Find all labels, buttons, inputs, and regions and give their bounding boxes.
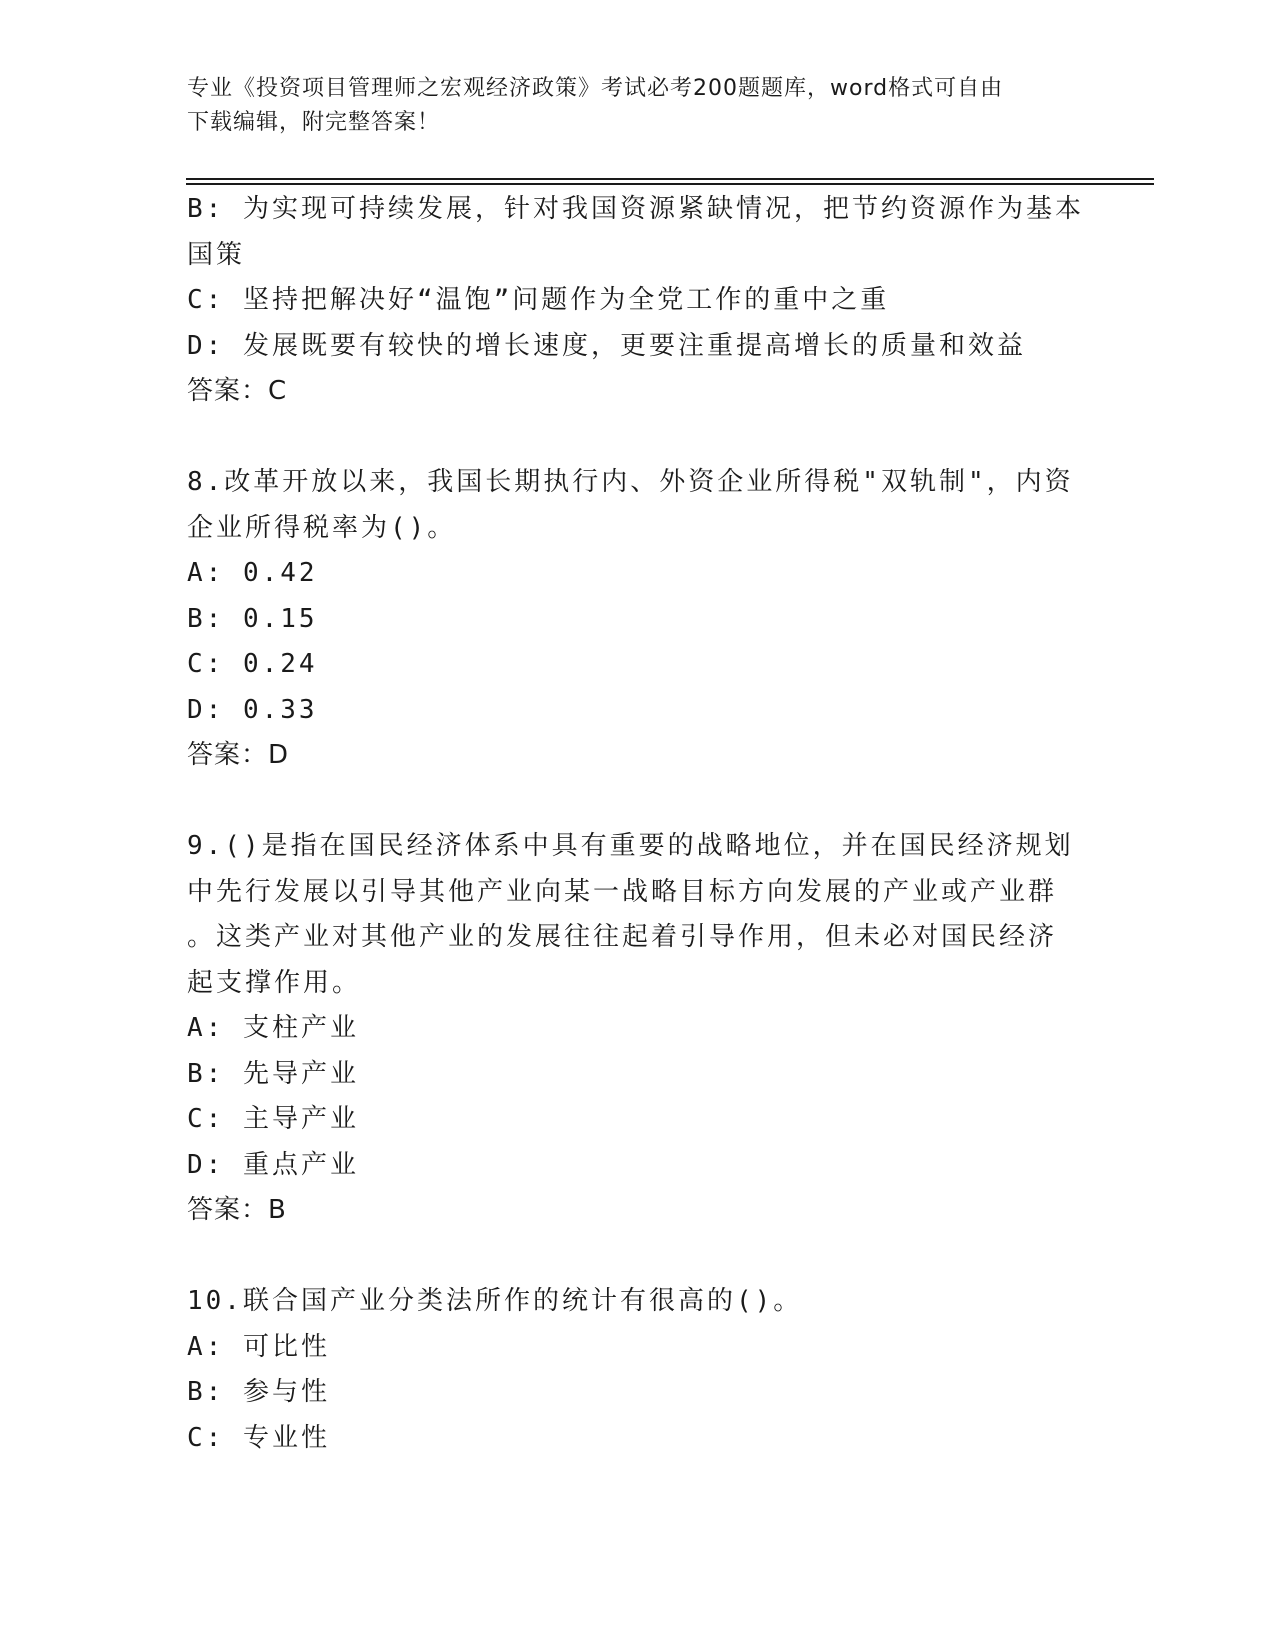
option-a: A: 支柱产业 <box>187 1013 359 1043</box>
question-8 <box>187 460 1074 779</box>
header-line-1: 专业《投资项目管理师之宏观经济政策》考试必考200题题库，word格式可自由 <box>187 76 1004 101</box>
option-d: D: 发展既要有较快的增长速度，更要注重提高增长的质量和效益 <box>187 330 1026 361</box>
header-line-2: 下载编辑，附完整答案！ <box>187 110 441 135</box>
question-10 <box>187 1279 1067 1461</box>
option-a: A: 0.42 <box>187 558 318 588</box>
question-9 <box>187 824 1074 1234</box>
question-stem-continued: 起支撑作用。 <box>187 967 362 998</box>
option-b: B: 0.15 <box>187 603 318 634</box>
option-b: B: 为实现可持续发展，针对我国资源紧缺情况，把节约资源作为基本 <box>187 194 1084 224</box>
answer: 答案：B <box>187 1195 287 1225</box>
question-stem-continued: 。这类产业对其他产业的发展往往起着引导作用，但未必对国民经济 <box>187 922 1058 952</box>
option-b: B: 参与性 <box>187 1377 330 1407</box>
option-b: B: 先导产业 <box>187 1058 359 1089</box>
spacer <box>187 1234 1067 1280</box>
question-stem-continued: 企业所得税率为()。 <box>187 512 457 543</box>
option-c: C: 0.24 <box>187 649 318 679</box>
header-rule-bottom <box>186 183 1154 185</box>
answer: 答案：D <box>187 740 290 770</box>
document-header <box>187 72 1067 140</box>
option-c: C: 坚持把解决好“温饱”问题作为全党工作的重中之重 <box>187 285 890 315</box>
option-d: D: 重点产业 <box>187 1149 359 1180</box>
option-c: C: 专业性 <box>187 1422 330 1453</box>
question-stem: 10.联合国产业分类法所作的统计有很高的()。 <box>187 1286 803 1316</box>
question-list <box>187 187 1084 1461</box>
question-7 <box>187 187 1084 415</box>
spacer <box>187 779 1067 825</box>
question-stem: 8.改革开放以来，我国长期执行内、外资企业所得税"双轨制"，内资 <box>187 467 1074 497</box>
answer: 答案：C <box>187 376 288 406</box>
option-a: A: 可比性 <box>187 1331 330 1362</box>
question-stem: 9.()是指在国民经济体系中具有重要的战略地位，并在国民经济规划 <box>187 831 1074 861</box>
question-stem-continued: 中先行发展以引导其他产业向某一战略目标方向发展的产业或产业群 <box>187 876 1058 907</box>
option-c: C: 主导产业 <box>187 1104 359 1134</box>
header-rule-top <box>186 178 1154 180</box>
spacer <box>187 415 1067 461</box>
option-b-continued: 国策 <box>187 239 246 270</box>
option-d: D: 0.33 <box>187 694 318 725</box>
